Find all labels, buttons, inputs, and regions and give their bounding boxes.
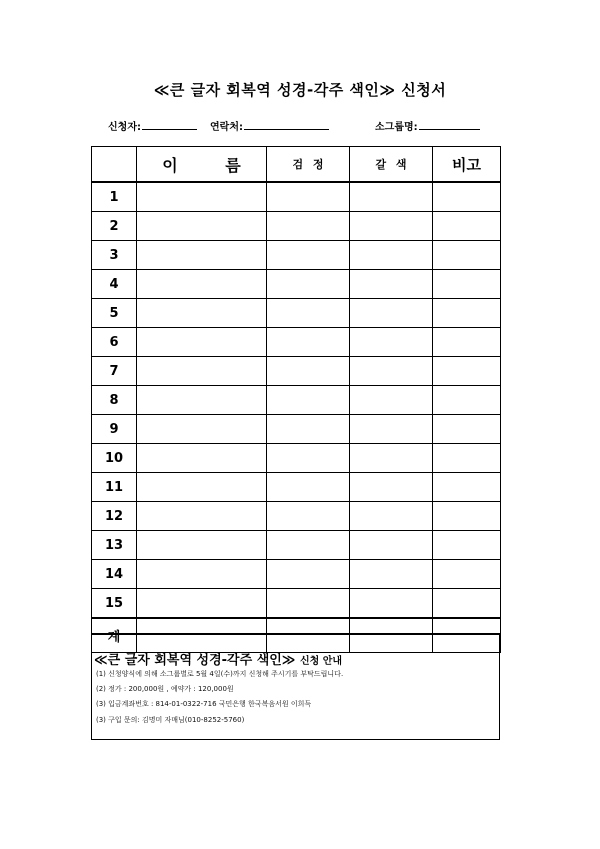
note-cell[interactable]: [433, 212, 501, 241]
notice-title: [94, 649, 342, 668]
table-row: [92, 299, 501, 328]
name-cell[interactable]: [137, 473, 267, 502]
table-row: [92, 270, 501, 299]
total-label: 계: [92, 618, 137, 653]
note-cell[interactable]: [433, 241, 501, 270]
application-table: [91, 146, 501, 653]
note-cell[interactable]: [433, 444, 501, 473]
table-row: [92, 212, 501, 241]
row-number: 1: [92, 182, 137, 212]
notice-box: [91, 633, 500, 740]
note-cell[interactable]: [433, 299, 501, 328]
contact-label: 연락처:: [210, 122, 243, 133]
header-brown: 갈 색: [350, 147, 433, 183]
brown-qty-cell[interactable]: [350, 444, 433, 473]
brown-qty-cell[interactable]: [350, 473, 433, 502]
table-row: [92, 328, 501, 357]
name-cell[interactable]: [137, 415, 267, 444]
group-label: 소그룹명:: [375, 122, 418, 133]
row-number: 10: [92, 444, 137, 473]
group-input-line[interactable]: [419, 129, 480, 130]
note-cell[interactable]: [433, 560, 501, 589]
contact-field[interactable]: [210, 118, 243, 133]
brown-qty-cell[interactable]: [350, 299, 433, 328]
brown-qty-cell[interactable]: [350, 386, 433, 415]
row-number: 3: [92, 241, 137, 270]
name-cell[interactable]: [137, 357, 267, 386]
notice-item: (1) 신청양식에 의해 소그룹별로 5월 4일(수)까지 신청해 주시기를 부탁드립니다.: [96, 670, 344, 678]
brown-qty-cell[interactable]: [350, 241, 433, 270]
brown-qty-cell[interactable]: [350, 212, 433, 241]
black-qty-cell[interactable]: [267, 182, 350, 212]
note-cell[interactable]: [433, 182, 501, 212]
row-number: 5: [92, 299, 137, 328]
table-row: [92, 444, 501, 473]
black-qty-cell[interactable]: [267, 502, 350, 531]
row-number: 14: [92, 560, 137, 589]
black-qty-cell[interactable]: [267, 328, 350, 357]
group-field[interactable]: [375, 118, 418, 133]
notice-item: (3) 구입 문의: 김명미 자매님(010-8252-5760): [96, 716, 245, 724]
black-qty-cell[interactable]: [267, 560, 350, 589]
header-name: 이 름: [137, 147, 267, 183]
black-qty-cell[interactable]: [267, 531, 350, 560]
notice-item: (2) 정가 : 200,000원 , 예약가 : 120,000원: [96, 685, 234, 693]
row-number: 12: [92, 502, 137, 531]
name-cell[interactable]: [137, 328, 267, 357]
row-number: 4: [92, 270, 137, 299]
applicant-fields: [0, 118, 600, 134]
table-row: [92, 182, 501, 212]
name-cell[interactable]: [137, 212, 267, 241]
row-number: 7: [92, 357, 137, 386]
brown-qty-cell[interactable]: [350, 328, 433, 357]
black-qty-cell[interactable]: [267, 299, 350, 328]
row-number: 9: [92, 415, 137, 444]
row-number: 8: [92, 386, 137, 415]
notice-item: (3) 입금계좌번호 : 814-01-0322-716 국민은행 한국복음서원 이희득: [96, 700, 312, 708]
note-cell[interactable]: [433, 531, 501, 560]
notice-title-suffix: 신청 안내: [299, 656, 343, 667]
name-cell[interactable]: [137, 386, 267, 415]
name-cell[interactable]: [137, 241, 267, 270]
name-cell[interactable]: [137, 270, 267, 299]
black-qty-cell[interactable]: [267, 444, 350, 473]
table-row: [92, 589, 501, 619]
brown-qty-cell[interactable]: [350, 415, 433, 444]
header-black: 검 정: [267, 147, 350, 183]
form-title: ≪큰 글자 회복역 성경-각주 색인≫ 신청서: [153, 81, 447, 99]
black-qty-cell[interactable]: [267, 386, 350, 415]
brown-qty-cell[interactable]: [350, 589, 433, 619]
table-row: [92, 415, 501, 444]
black-qty-cell[interactable]: [267, 415, 350, 444]
table-header-row: [92, 147, 501, 183]
black-qty-cell[interactable]: [267, 270, 350, 299]
name-cell[interactable]: [137, 560, 267, 589]
row-number: 13: [92, 531, 137, 560]
note-cell[interactable]: [433, 357, 501, 386]
header-blank: [92, 147, 137, 183]
note-cell[interactable]: [433, 415, 501, 444]
brown-qty-cell[interactable]: [350, 182, 433, 212]
contact-input-line[interactable]: [244, 129, 329, 130]
note-cell[interactable]: [433, 386, 501, 415]
row-number: 6: [92, 328, 137, 357]
table-row: [92, 531, 501, 560]
name-cell[interactable]: [137, 444, 267, 473]
applicant-input-line[interactable]: [142, 129, 197, 130]
row-number: 11: [92, 473, 137, 502]
brown-qty-cell[interactable]: [350, 357, 433, 386]
table-row: [92, 560, 501, 589]
brown-qty-cell[interactable]: [350, 270, 433, 299]
table-row: [92, 502, 501, 531]
row-number: 2: [92, 212, 137, 241]
table-row: [92, 357, 501, 386]
brown-qty-cell[interactable]: [350, 502, 433, 531]
row-number: 15: [92, 589, 137, 619]
table-row: [92, 473, 501, 502]
applicant-label: 신청자:: [108, 122, 141, 133]
name-cell[interactable]: [137, 502, 267, 531]
note-cell[interactable]: [433, 473, 501, 502]
applicant-field[interactable]: [108, 118, 141, 133]
table-row: [92, 386, 501, 415]
name-cell[interactable]: [137, 589, 267, 619]
brown-qty-cell[interactable]: [350, 531, 433, 560]
note-cell[interactable]: [433, 328, 501, 357]
black-qty-cell[interactable]: [267, 241, 350, 270]
note-cell[interactable]: [433, 502, 501, 531]
black-qty-cell[interactable]: [267, 473, 350, 502]
notice-title-main: ≪큰 글자 회복역 성경-각주 색인≫: [94, 653, 296, 668]
name-cell[interactable]: [137, 531, 267, 560]
name-cell[interactable]: [137, 299, 267, 328]
header-note: 비고: [433, 147, 501, 183]
note-cell[interactable]: [433, 589, 501, 619]
note-cell[interactable]: [433, 270, 501, 299]
name-cell[interactable]: [137, 182, 267, 212]
table-row: [92, 241, 501, 270]
black-qty-cell[interactable]: [267, 589, 350, 619]
brown-qty-cell[interactable]: [350, 560, 433, 589]
black-qty-cell[interactable]: [267, 212, 350, 241]
black-qty-cell[interactable]: [267, 357, 350, 386]
